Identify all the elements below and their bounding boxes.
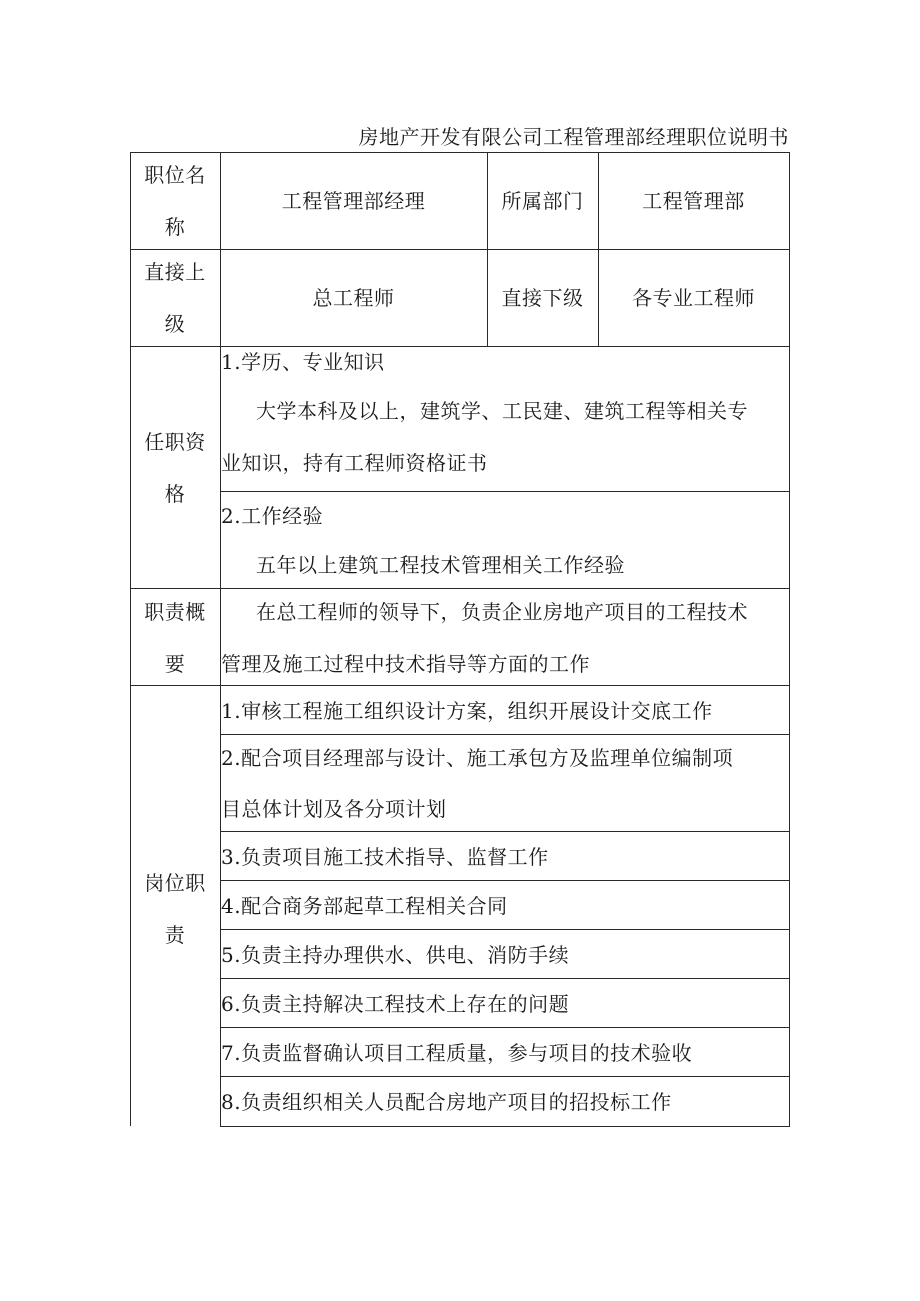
duty-item-6: 6.负责主持解决工程技术上存在的问题 [221,992,570,1016]
summary-label-line2: 要 [164,652,186,676]
table-border [220,978,790,979]
table-border [130,346,790,347]
duty-item-2-line2: 目总体计划及各分项计划 [221,797,447,821]
summary-label-line1: 职责概 [144,600,206,624]
education-heading: 1.学历、专业知识 [221,350,385,374]
qualifications-label-line1: 任职资 [144,430,206,454]
department-label: 所属部门 [501,189,584,213]
direct-superior-label-line2: 级 [164,312,186,336]
qualifications-label-line2: 格 [164,482,186,506]
position-name-label-line1: 职位名 [144,163,206,187]
table-border [130,152,131,1126]
position-name-label-line2: 称 [164,215,186,239]
table-border [789,152,790,1127]
experience-text: 五年以上建筑工程技术管理相关工作经验 [256,553,625,577]
direct-subordinate-label: 直接下级 [501,286,584,310]
table-border [130,685,790,686]
table-border [130,249,790,250]
direct-subordinate-value: 各专业工程师 [632,286,755,310]
table-border [220,929,790,930]
table-border [220,734,790,735]
duty-item-8: 8.负责组织相关人员配合房地产项目的招投标工作 [221,1090,672,1114]
table-border [220,1027,790,1028]
duty-item-1: 1.审核工程施工组织设计方案，组织开展设计交底工作 [221,699,713,723]
table-border [220,491,790,492]
document-title: 房地产开发有限公司工程管理部经理职位说明书 [358,125,789,149]
table-border [220,880,790,881]
duty-item-7: 7.负责监督确认项目工程质量，参与项目的技术验收 [221,1041,693,1065]
education-text-line1: 大学本科及以上，建筑学、工民建、建筑工程等相关专 [256,399,748,423]
table-border [220,831,790,832]
department-value: 工程管理部 [642,189,745,213]
experience-heading: 2.工作经验 [221,504,324,528]
duty-item-2-line1: 2.配合项目经理部与设计、施工承包方及监理单位编制项 [221,746,734,770]
duties-label-line2: 责 [164,923,186,947]
education-text-line2: 业知识，持有工程师资格证书 [221,451,488,475]
table-border [598,152,599,346]
direct-superior-value: 总工程师 [312,286,395,310]
table-border [487,152,488,346]
position-name-value: 工程管理部经理 [281,189,426,213]
duty-item-4: 4.配合商务部起草工程相关合同 [221,894,508,918]
table-border [130,588,790,589]
summary-text-line2: 管理及施工过程中技术指导等方面的工作 [221,652,590,676]
duty-item-3: 3.负责项目施工技术指导、监督工作 [221,845,549,869]
table-border [220,1076,790,1077]
duties-label-line1: 岗位职 [144,871,206,895]
duty-item-5: 5.负责主持办理供水、供电、消防手续 [221,943,570,967]
table-border [130,152,790,153]
table-border [220,1126,790,1127]
direct-superior-label-line1: 直接上 [144,260,206,284]
summary-text-line1: 在总工程师的领导下，负责企业房地产项目的工程技术 [256,600,748,624]
